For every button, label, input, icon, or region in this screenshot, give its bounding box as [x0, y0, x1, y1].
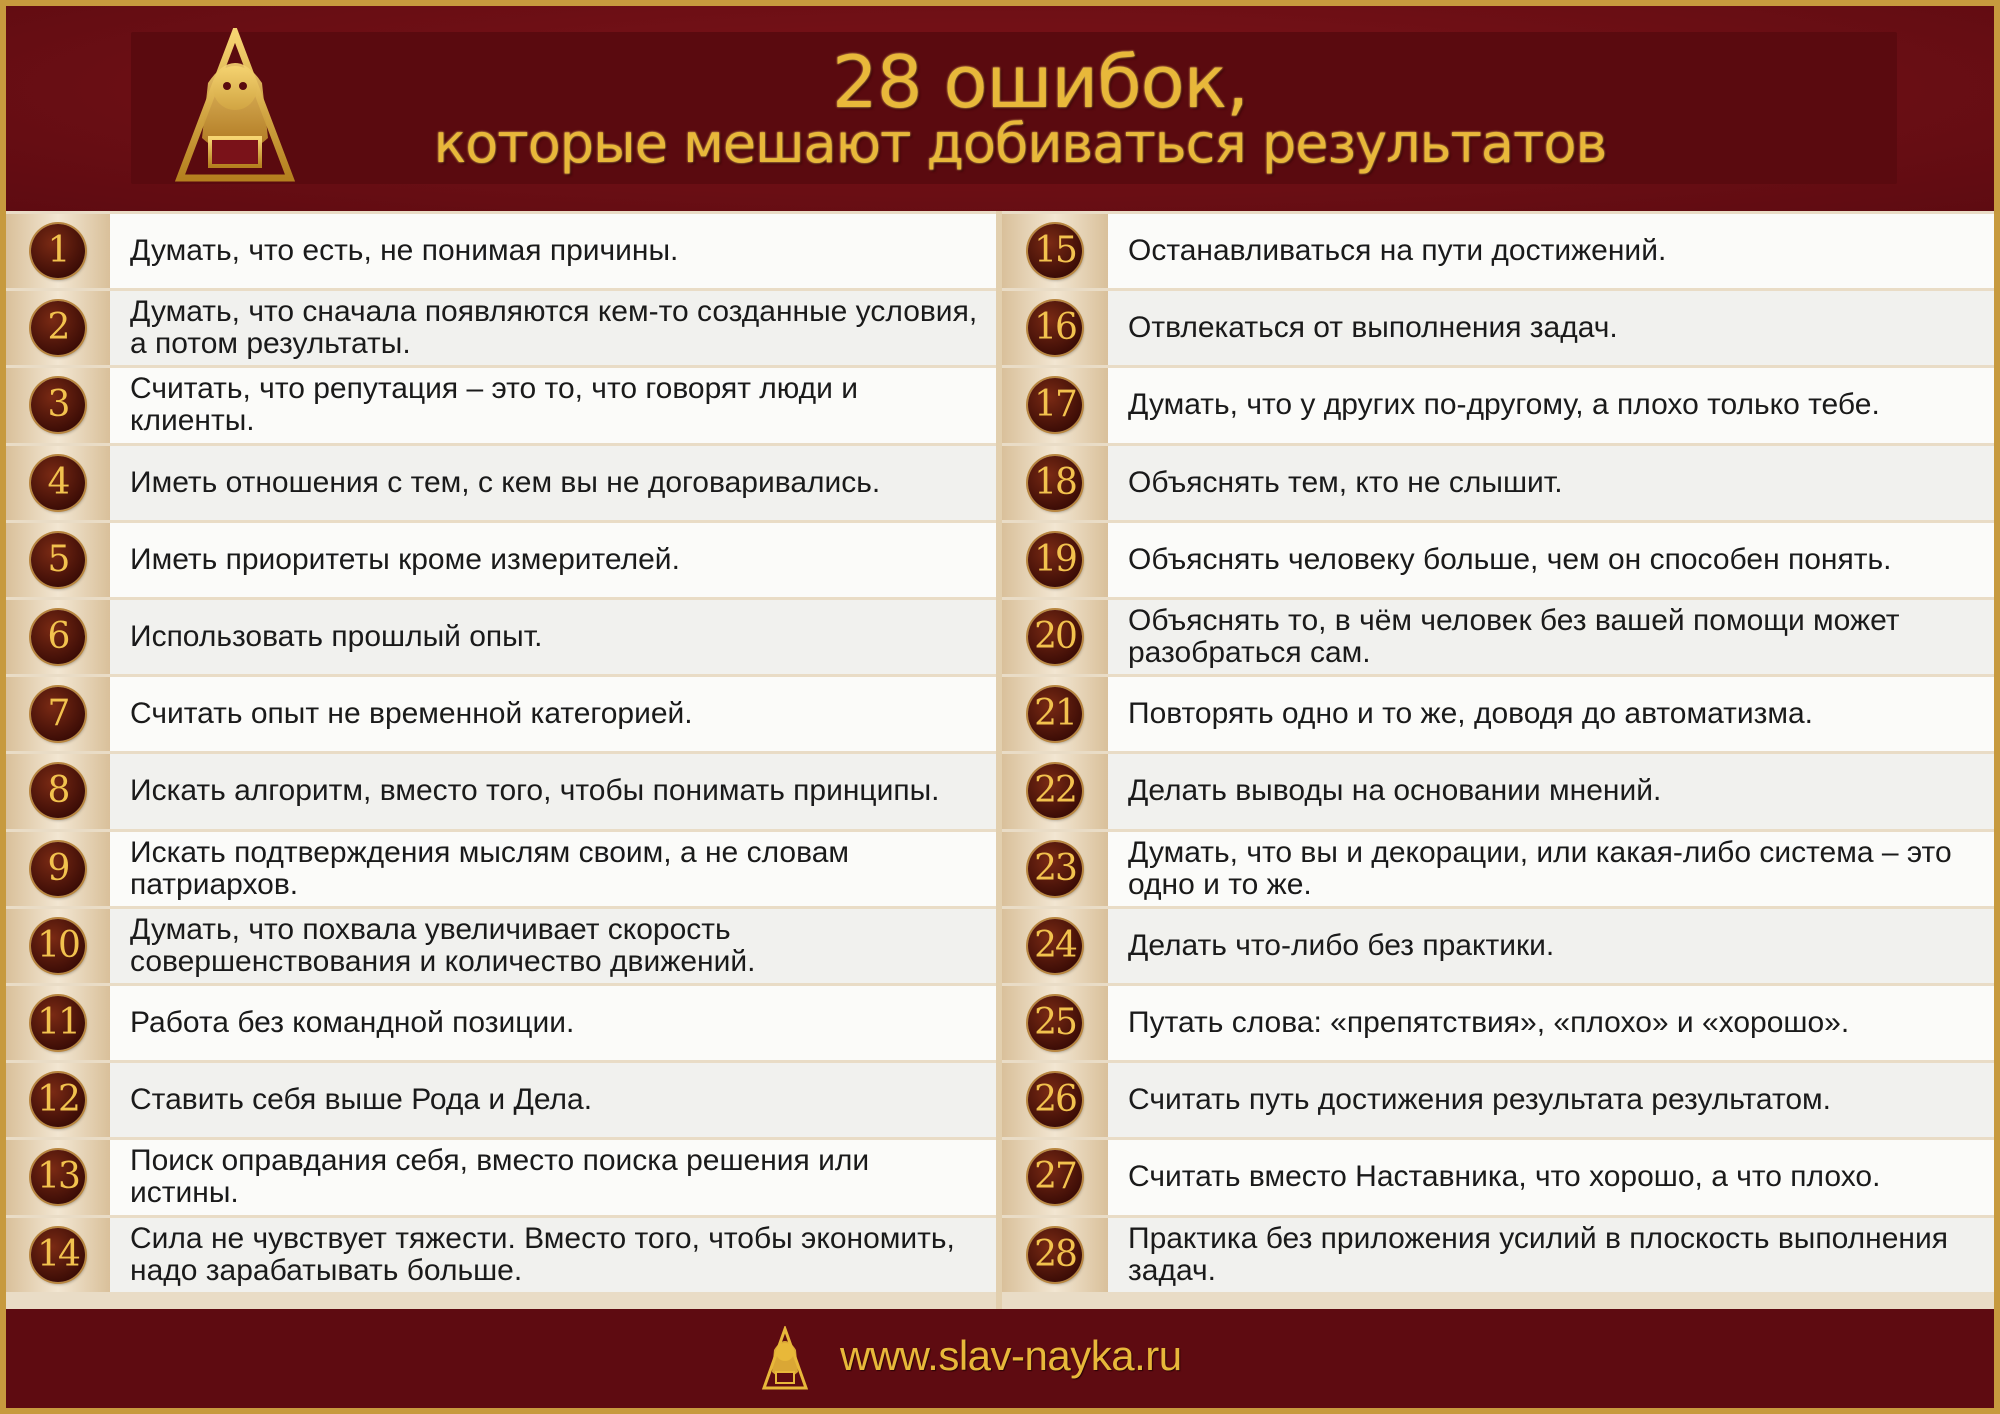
mistake-text: Делать выводы на основании мнений.: [1108, 754, 1994, 828]
mistake-text: Использовать прошлый опыт.: [110, 600, 996, 674]
list-item: [1002, 832, 1994, 906]
mistake-text: Путать слова: «препятствия», «плохо» и «хорошо».: [1108, 986, 1994, 1060]
number-badge: 28: [1028, 1228, 1082, 1282]
list-item: [6, 446, 996, 520]
number-badge: 6: [31, 610, 85, 664]
list-item: [1002, 986, 1994, 1060]
mistake-text: Отвлекаться от выполнения задач.: [1108, 291, 1994, 365]
mistake-text: Объяснять человеку больше, чем он способен понять.: [1108, 523, 1994, 597]
mistake-text: Иметь приоритеты кроме измерителей.: [110, 523, 996, 597]
number-cell: [6, 1218, 110, 1292]
number-badge: 15: [1028, 224, 1082, 278]
number-badge: 25: [1028, 996, 1082, 1050]
number-badge: 2: [31, 301, 85, 355]
number-badge: 10: [31, 919, 85, 973]
number-cell: [1002, 368, 1108, 442]
number-badge: 5: [31, 533, 85, 587]
number-cell: [1002, 523, 1108, 597]
number-cell: [1002, 291, 1108, 365]
list-item: [6, 832, 996, 906]
mistake-text: Считать, что репутация – это то, что говорят люди и клиенты.: [110, 368, 996, 442]
list-item: [6, 754, 996, 828]
number-cell: [6, 832, 110, 906]
list-item: [1002, 446, 1994, 520]
number-cell: [6, 1063, 110, 1137]
number-cell: [6, 214, 110, 288]
page-title: 28 ошибок,: [831, 40, 1249, 124]
number-badge: 20: [1028, 610, 1082, 664]
website-link[interactable]: www.slav-nayka.ru: [840, 1332, 1182, 1379]
mistake-text: Иметь отношения с тем, с кем вы не договаривались.: [110, 446, 996, 520]
number-cell: [6, 677, 110, 751]
mistake-text: Объяснять то, в чём человек без вашей помощи может разобраться сам.: [1108, 600, 1994, 674]
list-item: [6, 1218, 996, 1292]
number-cell: [6, 1140, 110, 1214]
mistake-text: Сила не чувствует тяжести. Вместо того, чтобы экономить, надо зарабатывать больше.: [110, 1218, 996, 1292]
mistake-text: Искать алгоритм, вместо того, чтобы понимать принципы.: [110, 754, 996, 828]
number-badge: 12: [31, 1073, 85, 1127]
list-item: [6, 523, 996, 597]
list-item: [1002, 1140, 1994, 1214]
mistake-text: Думать, что сначала появляются кем-то созданные условия, а потом результаты.: [110, 291, 996, 365]
number-cell: [6, 523, 110, 597]
footer-logo-icon: [760, 1326, 810, 1392]
number-badge: 7: [31, 687, 85, 741]
number-badge: 22: [1028, 764, 1082, 818]
number-badge: 1: [31, 224, 85, 278]
list-item: [6, 214, 996, 288]
number-cell: [1002, 832, 1108, 906]
mistake-text: Думать, что у других по-другому, а плохо только тебе.: [1108, 368, 1994, 442]
list-item: [1002, 214, 1994, 288]
number-cell: [1002, 1218, 1108, 1292]
number-cell: [6, 368, 110, 442]
list-item: [1002, 1218, 1994, 1292]
list-item: [1002, 754, 1994, 828]
list-item: [1002, 600, 1994, 674]
list-item: [6, 291, 996, 365]
number-badge: 17: [1028, 378, 1082, 432]
list-item: [1002, 291, 1994, 365]
number-cell: [6, 754, 110, 828]
list-item: [6, 909, 996, 983]
list-item: [6, 677, 996, 751]
mistake-text: Останавливаться на пути достижений.: [1108, 214, 1994, 288]
list-item: [6, 368, 996, 442]
list-item: [6, 1063, 996, 1137]
list-item: [1002, 909, 1994, 983]
mistake-text: Считать вместо Наставника, что хорошо, а что плохо.: [1108, 1140, 1994, 1214]
number-badge: 24: [1028, 919, 1082, 973]
number-cell: [6, 446, 110, 520]
number-cell: [1002, 677, 1108, 751]
page-subtitle: которые мешают добиваться результатов: [433, 112, 1607, 175]
list-item: [6, 600, 996, 674]
number-cell: [1002, 754, 1108, 828]
mistake-text: Поиск оправдания себя, вместо поиска решения или истины.: [110, 1140, 996, 1214]
mistake-text: Работа без командной позиции.: [110, 986, 996, 1060]
mistake-text: Думать, что похвала увеличивает скорость совершенствования и количество движений.: [110, 909, 996, 983]
mistake-text: Считать опыт не временной категорией.: [110, 677, 996, 751]
number-badge: 14: [31, 1228, 85, 1282]
mistake-text: Считать путь достижения результата результатом.: [1108, 1063, 1994, 1137]
number-badge: 26: [1028, 1073, 1082, 1127]
number-cell: [6, 986, 110, 1060]
number-cell: [1002, 909, 1108, 983]
number-cell: [1002, 986, 1108, 1060]
number-cell: [1002, 446, 1108, 520]
mistake-text: Повторять одно и то же, доводя до автоматизма.: [1108, 677, 1994, 751]
number-cell: [6, 909, 110, 983]
list-item: [6, 1140, 996, 1214]
number-badge: 4: [31, 456, 85, 510]
list-item: [1002, 1063, 1994, 1137]
mistake-text: Думать, что вы и декорации, или какая-либо система – это одно и то же.: [1108, 832, 1994, 906]
number-cell: [1002, 214, 1108, 288]
list-item: [6, 986, 996, 1060]
number-badge: 11: [31, 996, 85, 1050]
list-item: [1002, 677, 1994, 751]
number-badge: 18: [1028, 456, 1082, 510]
number-badge: 27: [1028, 1150, 1082, 1204]
column-divider: [996, 211, 1002, 1309]
mistake-text: Искать подтверждения мыслям своим, а не словам патриархов.: [110, 832, 996, 906]
number-badge: 19: [1028, 533, 1082, 587]
mistake-text: Делать что-либо без практики.: [1108, 909, 1994, 983]
number-badge: 3: [31, 378, 85, 432]
number-cell: [1002, 1140, 1108, 1214]
mistake-text: Думать, что есть, не понимая причины.: [110, 214, 996, 288]
number-badge: 13: [31, 1150, 85, 1204]
number-cell: [1002, 1063, 1108, 1137]
list-item: [1002, 368, 1994, 442]
number-badge: 23: [1028, 842, 1082, 896]
number-badge: 21: [1028, 687, 1082, 741]
list-item: [1002, 523, 1994, 597]
number-cell: [6, 291, 110, 365]
mistake-text: Объяснять тем, кто не слышит.: [1108, 446, 1994, 520]
number-cell: [1002, 600, 1108, 674]
number-cell: [6, 600, 110, 674]
mistake-text: Практика без приложения усилий в плоскость выполнения задач.: [1108, 1218, 1994, 1292]
mistake-text: Ставить себя выше Рода и Дела.: [110, 1063, 996, 1137]
number-badge: 16: [1028, 301, 1082, 355]
number-badge: 8: [31, 764, 85, 818]
number-badge: 9: [31, 842, 85, 896]
